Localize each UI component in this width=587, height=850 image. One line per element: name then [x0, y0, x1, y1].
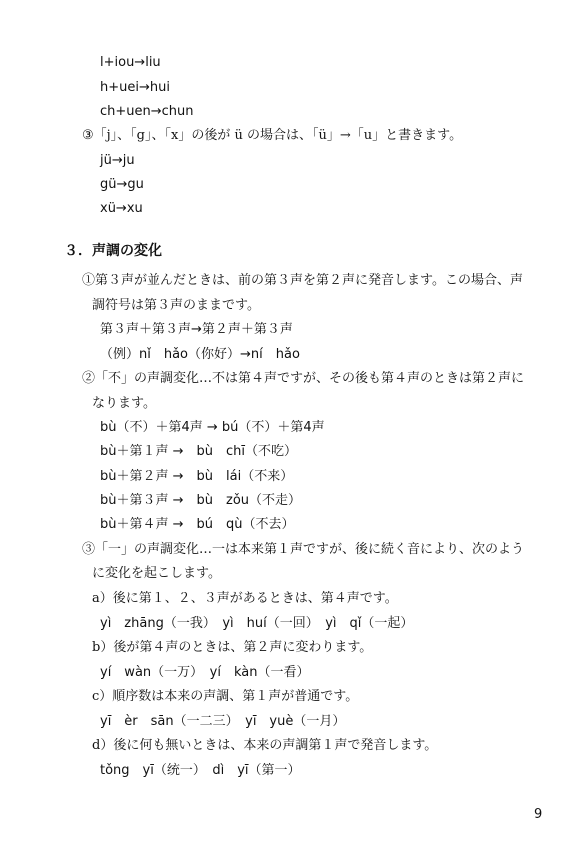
example-chun: ch+uen→chun: [100, 104, 194, 119]
rule1-pattern: 第３声＋第３声→第２声＋第３声: [100, 322, 293, 337]
rule2-example-1: bù＋第１声 → bù chī（不吃）: [100, 444, 298, 459]
rule3-text-line2: に変化を起こします。: [92, 566, 221, 581]
page-number: 9: [534, 807, 543, 822]
example-hui: h+uei→hui: [100, 80, 170, 95]
rule2-text-line1: ②「不」の声調変化…不は第４声ですが、その後も第４声のときは第２声に: [82, 371, 525, 386]
example-xu: xü→xu: [100, 201, 143, 216]
rule3-text-line1: ③「一」の声調変化…一は本来第１声ですが、後に続く音により、次のよう: [82, 542, 525, 557]
rule2-example-3: bù＋第３声 → bù zǒu（不走）: [100, 493, 302, 508]
example-liu: l+iou→liu: [100, 55, 161, 70]
rule2-pattern: bù（不）＋第4声 → bú（不）＋第4声: [100, 420, 325, 435]
rule-umlaut: ③「j」、「g」、「x」の後が ü の場合は、「ü」→「u」と書きます。: [82, 128, 463, 143]
example-ju: jü→ju: [100, 153, 135, 168]
rule3-sub-d: d）後に何も無いときは、本来の声調第１声で発音します。: [92, 738, 438, 753]
rule3-sub-c-example: yī èr sān（一二三） yī yuè（一月）: [100, 714, 346, 729]
rule3-sub-b: b）後が第４声のときは、第２声に変わります。: [92, 640, 373, 655]
rule2-example-4: bù＋第４声 → bú qù（不去）: [100, 517, 295, 532]
section-heading: ３．声調の変化: [64, 243, 162, 259]
example-gu: gü→gu: [100, 177, 144, 192]
rule3-sub-d-example: tǒng yī（统一） dì yī（第一）: [100, 763, 301, 778]
rule1-example: （例）nǐ hǎo（你好）→ní hǎo: [100, 347, 300, 362]
rule2-example-2: bù＋第２声 → bù lái（不来）: [100, 469, 294, 484]
rule3-sub-a-example: yì zhāng（一我） yì huí（一回） yì qǐ（一起）: [100, 616, 414, 631]
rule3-sub-b-example: yí wàn（一万） yí kàn（一看）: [100, 665, 310, 680]
rule1-text-line2: 調符号は第３声のままです。: [92, 298, 260, 313]
rule2-text-line2: なります。: [92, 396, 156, 411]
rule3-sub-a: a）後に第１、２、３声があるときは、第４声です。: [92, 591, 398, 606]
rule3-sub-c: c）順序数は本来の声調、第１声が普通です。: [92, 689, 359, 704]
rule1-text-line1: ①第３声が並んだときは、前の第３声を第２声に発音します。この場合、声: [82, 273, 523, 288]
